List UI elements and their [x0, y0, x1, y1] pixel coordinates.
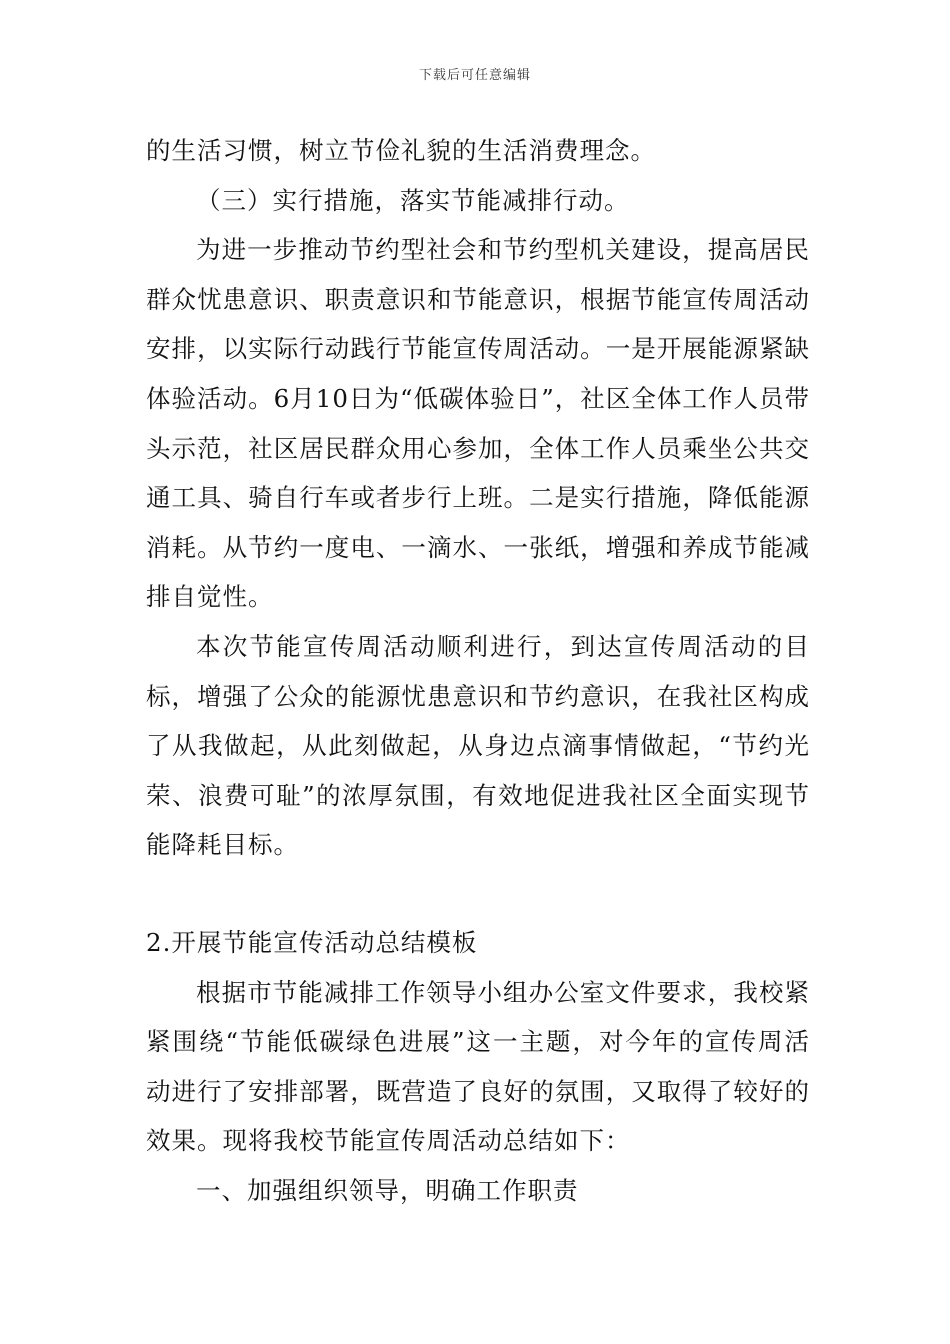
- section-heading-one: 一、加强组织领导，明确工作职责: [196, 1175, 579, 1205]
- paragraph-measures: 为进一步推动节约型社会和节约型机关建设，提高居民群众忧患意识、职责意识和节能意识，根据节能宣传周活动安排，以实际行动践行节能宣传周活动。一是开展能源紧缺体验活动。6月10日为“低碳体验日”，社区全体工作人员带头示范，社区居民群众用心参加，全体工作人员乘坐公共交通工具、骑自行车或者步行上班。二是实行措施，降低能源消耗。从节约一度电、一滴水、一张纸，增强和养成节能减排自觉性。: [146, 235, 810, 612]
- section-gap: [146, 870, 810, 918]
- template-title: 2.开展节能宣传活动总结模板: [146, 927, 478, 957]
- document-body: [146, 126, 810, 1215]
- section-heading-three: （三）实行措施，落实节能减排行动。: [196, 185, 630, 215]
- page-header-note: 下载后可任意编辑: [418, 68, 531, 83]
- paragraph-continuation: 的生活习惯，树立节俭礼貌的生活消费理念。: [146, 136, 656, 165]
- paragraph-summary: 本次节能宣传周活动顺利进行，到达宣传周活动的目标，增强了公众的能源忧患意识和节约意识，在我社区构成了从我做起，从此刻做起，从身边点滴事情做起，“节约光荣、浪费可耻”的浓厚氛围，有效地促进我社区全面实现节能降耗目标。: [146, 631, 810, 860]
- paragraph-intro: 根据市节能减排工作领导小组办公室文件要求，我校紧紧围绕“节能低碳绿色进展”这一主题，对今年的宣传周活动进行了安排部署，既营造了良好的氛围，又取得了较好的效果。现将我校节能宣传周活动总结如下：: [146, 977, 810, 1156]
